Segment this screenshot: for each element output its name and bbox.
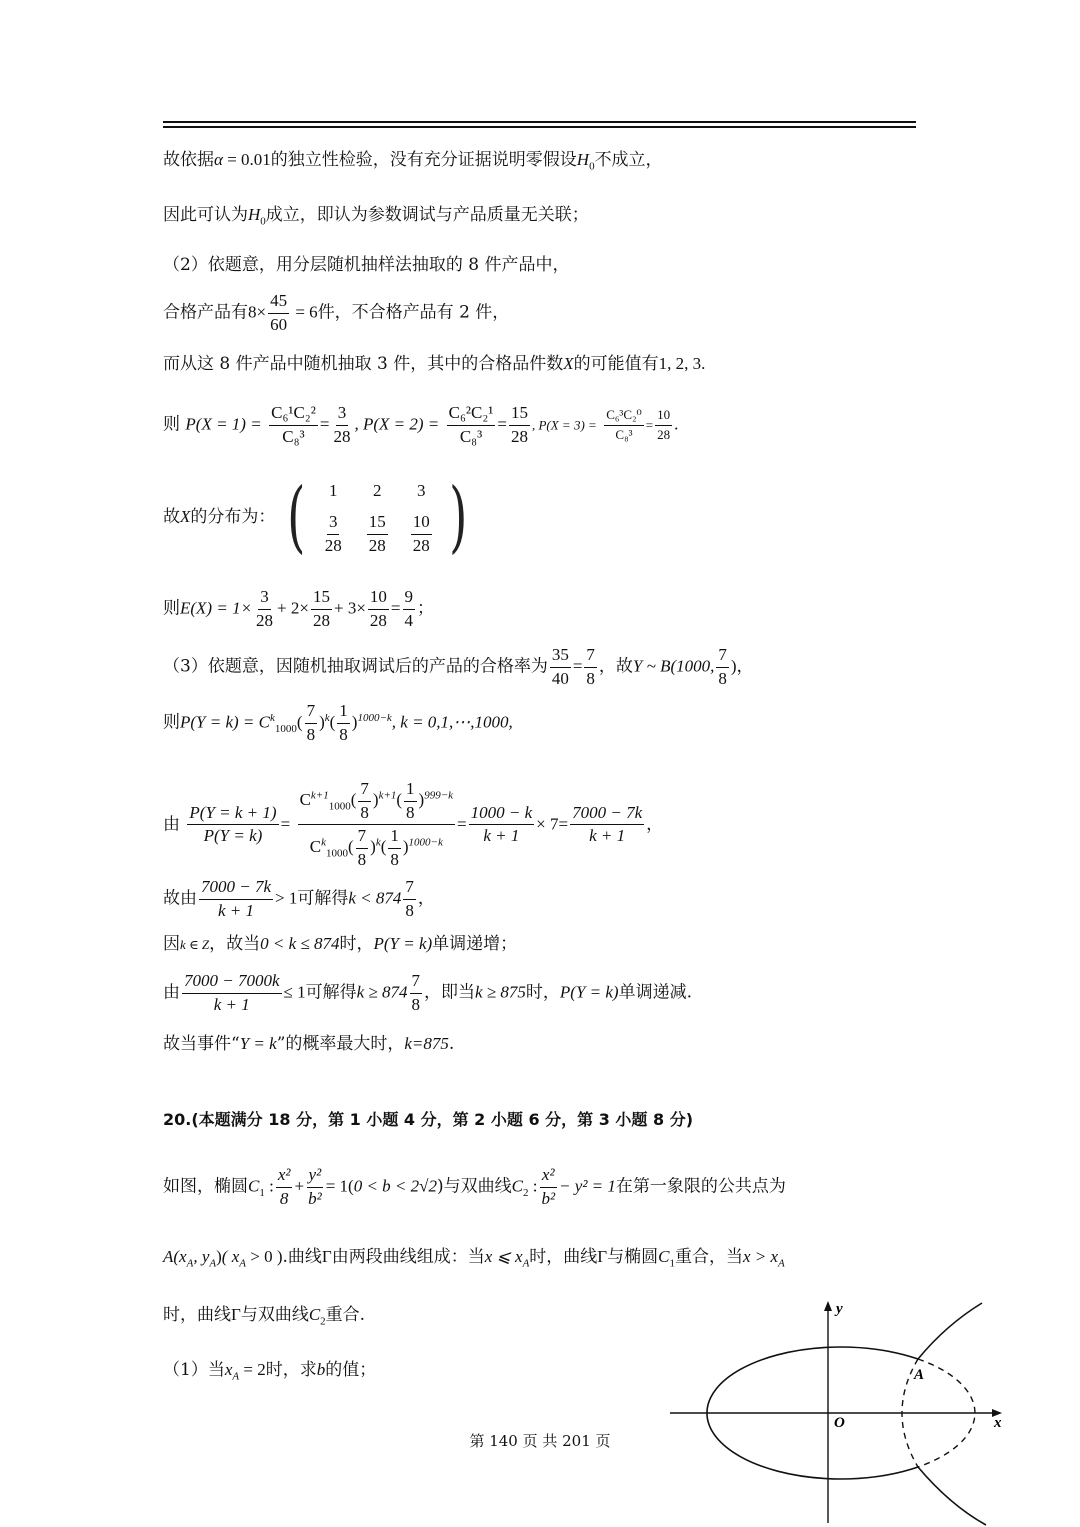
solution-line-6-probabilities: 则 P(X = 1) = $\frac{\text{C₆¹C₂²}}{\text{C₈³}}$ = $\frac{3}{28}$ , P(X = 2) = $\frac{\text{C₆²C₂¹}}{\text{C₈³}}$ = $\frac{15}{28}$ , P(X = 3) = $\frac{\text{C₆³C₂⁰}}{\text{C₈³}}$ = $\frac{10}{28}$ . (163, 403, 679, 446)
y-axis-arrow (824, 1301, 832, 1311)
x-axis-label: x (994, 1415, 1002, 1431)
prob-2: $\frac{15}{28}$ (368, 511, 386, 555)
solution-line-8-expectation: 则E(X) = 1× $\frac{3}{28}$ + 2× $\frac{15}{28}$ + 3× $\frac{10}{28}$ = $\frac{9}{4}$ ； (163, 587, 435, 630)
header-rule-bottom (163, 126, 916, 128)
solution-line-9: （3）依题意，因随机抽取调试后的产品的合格率为 $\frac{35}{40}$ = $\frac{7}{8}$ ，故Y ~ B(1000, $\frac{7}{8}$ )， (163, 645, 754, 688)
fraction-3-28: $\frac{3}{28}$ (333, 403, 351, 446)
page-number-footer: 第 140 页 共 201 页 (469, 1432, 611, 1450)
question-20-part-1: （1）当$x_A = 2$时，求b的值； (163, 1360, 377, 1383)
distribution-matrix: ( 1 2 3 $\frac{3}{28}$ $\frac{15}{28}$ $\frac{10}{28}$ ) (286, 472, 468, 562)
prob-1: $\frac{3}{28}$ (324, 511, 342, 555)
solution-line-1: 故依据α = 0.01的独立性检验，没有充分证据说明零假设$H_0$不成立， (163, 150, 663, 173)
ratio-big-fraction: $C^{k+1}_{1000}$( $\frac{7}{8}$ )$^{k+1}$( $\frac{1}{8}$ )$^{999-k}$ $C^k_{1000}$( $\frac{7}{8}$ )$^k$( $\frac{1}{8}$ )$^{1000-k}$ (299, 779, 454, 870)
fraction-p2: $\frac{\text{C₆²C₂¹}}{\text{C₈³}}$ (448, 403, 494, 446)
hyperbola-lower-branch (918, 1467, 986, 1525)
question-20-line-1: 如图，椭圆$C_1$ : $\frac{\text{x²}}{8}$ + $\frac{\text{y²}}{\text{b²}}$ = 1(0 < b < 2√2)与双曲线$C_2$ : $\frac{\text{x²}}{\text{b²}}$ − y² = 1在第一象限的公共点为 (163, 1165, 786, 1208)
solution-line-5: 而从这 8 件产品中随机抽取 3 件，其中的合格品件数X的可能值有1, 2, 3. (163, 354, 706, 374)
solution-line-10: 则$P(Y = k) = C^k_{1000}$( $\frac{7}{8}$ )$^k$( $\frac{1}{8}$ )$^{1000-k}$, k = 0,1,⋯,1000, (163, 701, 513, 744)
question-20-line-2: $A(x_A$, $y_A$)( $x_A > 0$ ).曲线Γ由两段曲线组成：当x ⩽ $x_A$时，曲线Γ与椭圆$C_1$重合，当$x > x_A$ (163, 1247, 785, 1270)
point-a-label: A (914, 1367, 925, 1383)
fraction-p1: $\frac{\text{C₆¹C₂²}}{\text{C₈³}}$ (271, 403, 316, 446)
fraction-15-28: $\frac{15}{28}$ (510, 403, 528, 446)
question-20-title: 20.(本题满分 18 分，第 1 小题 4 分，第 2 小题 6 分，第 3 小题 8 分) (163, 1110, 694, 1129)
prob-3: $\frac{10}{28}$ (412, 511, 430, 555)
solution-line-4: 合格产品有8× $\frac{45}{60}$ = 6件，不合格产品有 2 件， (163, 291, 510, 334)
fraction-10-28: $\frac{10}{28}$ (657, 407, 671, 442)
fraction-45-60: $\frac{45}{60}$ (270, 291, 288, 334)
value-1: 1 (328, 480, 338, 500)
value-2: 2 (372, 480, 382, 500)
solution-line-15: 故当事件“Y = k”的概率最大时，k=875. (163, 1034, 455, 1054)
hyperbola-upper-branch (918, 1303, 982, 1359)
origin-label: O (834, 1415, 845, 1431)
solution-line-13: 因k ∈ Z，故当0 < k ≤ 874时，P(Y = k)单调递增； (163, 934, 518, 954)
question-20-line-3: 时，曲线Γ与双曲线$C_2$重合. (163, 1305, 366, 1328)
solution-line-12: 故由 $\frac{7000 - 7k}{k + 1}$ > 1可解得k < 874 $\frac{7}{8}$ ， (163, 877, 435, 920)
solution-line-14: 由 $\frac{7000 - 7000k}{k + 1}$ ≤ 1可解得k ≥ 874 $\frac{7}{8}$ ，即当k ≥ 875时，P(Y = k)单调递减. (163, 971, 692, 1014)
solution-line-2: 因此可认为$H_0$成立，即认为参数调试与产品质量无关联； (163, 205, 589, 228)
solution-line-11-ratio: 由 $\frac{P(Y = k + 1)}{P(Y = k)}$ = $C^{k+1}_{1000}$( $\frac{7}{8}$ )$^{k+1}$( $\frac{1}{8}$ )$^{999-k}$ $C^k_{1000}$( $\frac{7}{8}$ )$^k$( $\frac{1}{8}$ )$^{1000-k}$ = $\frac{1000 - k}{k + 1}$ × 7= $\frac{7000 - 7k}{k + 1}$ ， (163, 779, 664, 870)
solution-line-3: （2）依题意，用分层随机抽样法抽取的 8 件产品中， (163, 255, 570, 275)
y-axis-label: y (836, 1301, 843, 1317)
fraction-p3: $\frac{\text{C₆³C₂⁰}}{\text{C₈³}}$ (606, 407, 642, 442)
header-rule-top (163, 121, 916, 123)
ellipse-hyperbola-figure (660, 1295, 1020, 1527)
solution-line-7-distribution: 故X的分布为： ( 1 2 3 $\frac{3}{28}$ $\frac{15}{28}$ $\frac{10}{28}$ ) (163, 478, 474, 556)
value-3: 3 (416, 480, 426, 500)
